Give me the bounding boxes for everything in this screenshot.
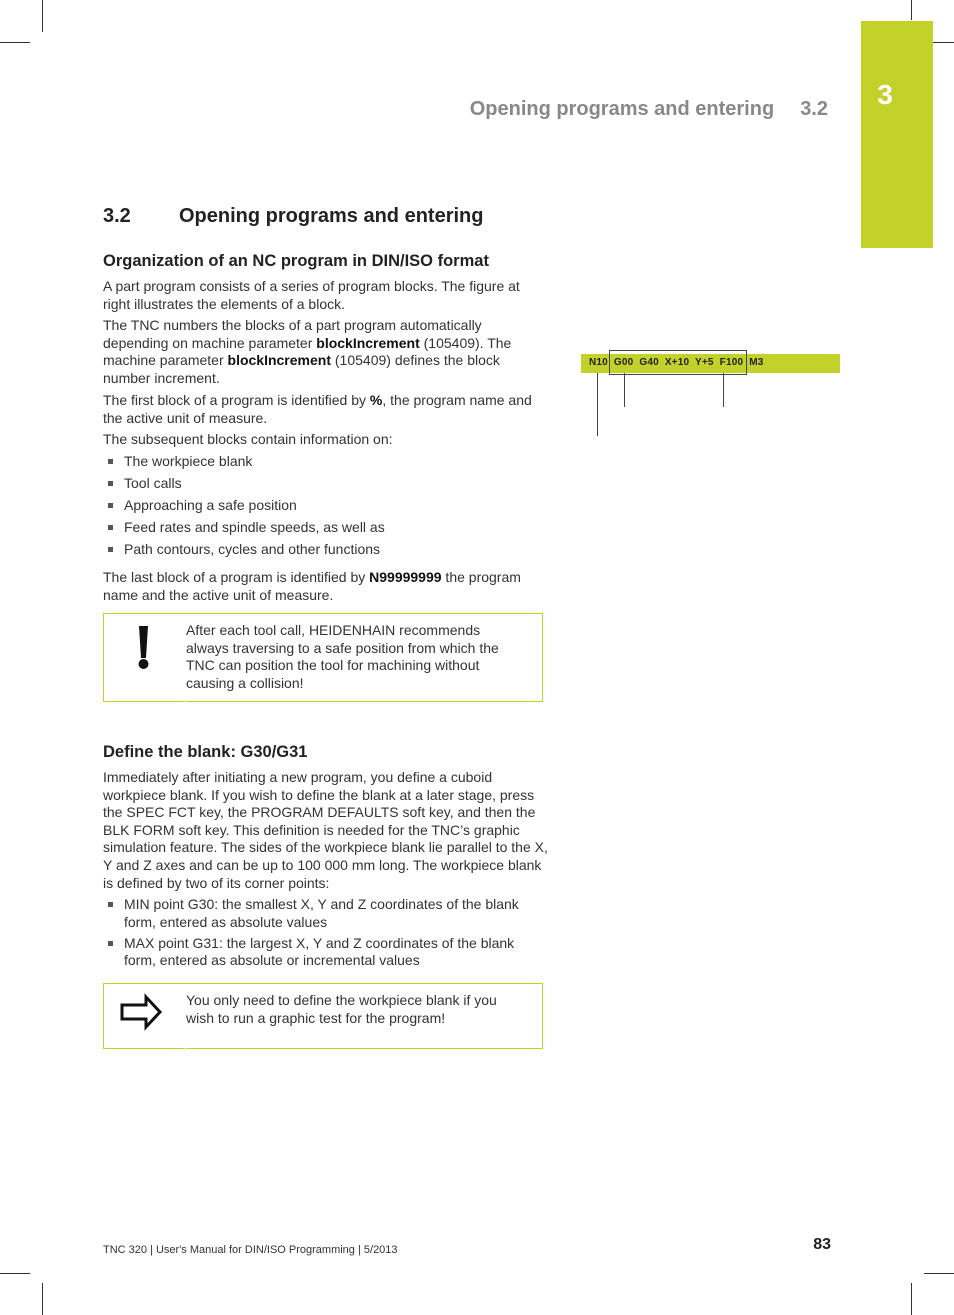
end-block-number: N99999999 <box>369 569 442 585</box>
section-title: Opening programs and entering <box>179 205 484 227</box>
figure-leader-line <box>624 373 625 407</box>
crop-mark <box>0 1273 30 1274</box>
info-note-text: You only need to define the workpiece blank if you wish to run a graphic test for the program! <box>186 992 497 1026</box>
list-item: The workpiece blank <box>103 453 548 471</box>
arrow-right-icon <box>104 984 186 1053</box>
running-head <box>470 98 828 121</box>
footer-text: TNC 320 | User's Manual for DIN/ISO Programming | 5/2013 <box>103 1244 398 1256</box>
running-head-title: Opening programs and entering <box>469 98 775 120</box>
text: (105409). The machine parameter <box>103 334 512 369</box>
page-number: 83 <box>813 1236 831 1253</box>
chapter-number: 3 <box>877 79 893 110</box>
figure-leader-line <box>597 373 598 436</box>
list-item: Feed rates and spindle speeds, as well as <box>103 519 548 537</box>
divider <box>185 696 186 702</box>
paragraph: Immediately after initiating a new program, you define a cuboid workpiece blank. If you wish to define the blank at a later stage, press the SPEC FCT key, the PROGRAM DEFAULTS soft key, and then the BLK FORM soft key. This definition is needed for the TNC’s graphic simulation feature. The sides of the workpiece blank lie parallel to the X, Y and Z axes and can be up to 100 000 mm long. The workpiece blank is defined by two of its corner points: <box>103 769 548 891</box>
paragraph-last-block <box>103 569 548 604</box>
paragraph-first-block <box>103 392 548 427</box>
percent-symbol: % <box>369 392 383 408</box>
block-contents-list <box>103 453 548 562</box>
list-item: MIN point G30: the smallest X, Y and Z coordinates of the blank form, entered as absolute values <box>103 896 548 931</box>
text: The first block of a program is identified by <box>103 392 370 408</box>
divider <box>185 1043 186 1049</box>
warning-note-text: After each tool call, HEIDENHAIN recommends always traversing to a safe position from which the TNC can position the tool for machining without causing a collision! <box>186 622 499 691</box>
text: , the program name and the active unit of measure. <box>103 392 532 426</box>
corner-points-list <box>103 896 548 973</box>
text: (105409) defines the block number increment. <box>103 352 500 386</box>
parameter-name: blockIncrement <box>227 352 331 369</box>
list-item: MAX point G31: the largest X, Y and Z coordinates of the blank form, entered as absolute or incremental values <box>103 935 548 970</box>
nc-block-figure <box>581 354 840 373</box>
paragraph: A part program consists of a series of program blocks. The figure at right illustrates the elements of a block. <box>103 278 520 312</box>
crop-mark <box>42 1283 43 1315</box>
list-item: Approaching a safe position <box>103 497 548 515</box>
crop-mark <box>42 0 43 32</box>
nc-words-box <box>609 350 747 375</box>
figure-leader-line <box>723 373 724 407</box>
paragraph-block-increment <box>103 317 548 387</box>
nc-block-text: N10 G00 G40 X+10 Y+5 F100 M3 <box>589 357 764 368</box>
section-heading <box>103 205 483 228</box>
crop-mark <box>0 42 30 43</box>
parameter-name: blockIncrement <box>316 334 420 351</box>
subsection-heading-define-blank: Define the blank: G30/G31 <box>103 743 308 761</box>
list-item: Tool calls <box>103 475 548 493</box>
running-head-number: 3.2 <box>800 98 828 120</box>
subsection-heading-organization: Organization of an NC program in DIN/ISO format <box>103 252 489 270</box>
crop-mark <box>924 1273 954 1274</box>
crop-mark <box>911 1283 912 1315</box>
list-item: Path contours, cycles and other functions <box>103 541 548 559</box>
crop-mark <box>911 0 912 20</box>
text: the program name and the active unit of measure. <box>103 569 521 603</box>
exclamation-icon <box>104 614 186 706</box>
paragraph: The subsequent blocks contain information on: <box>103 431 393 447</box>
warning-note <box>103 613 543 702</box>
text: The last block of a program is identified by <box>103 569 370 585</box>
chapter-tab <box>861 21 933 248</box>
section-number: 3.2 <box>103 205 131 227</box>
text: The TNC numbers the blocks of a part program automatically depending on machine parameter <box>103 317 482 351</box>
info-note <box>103 983 543 1049</box>
